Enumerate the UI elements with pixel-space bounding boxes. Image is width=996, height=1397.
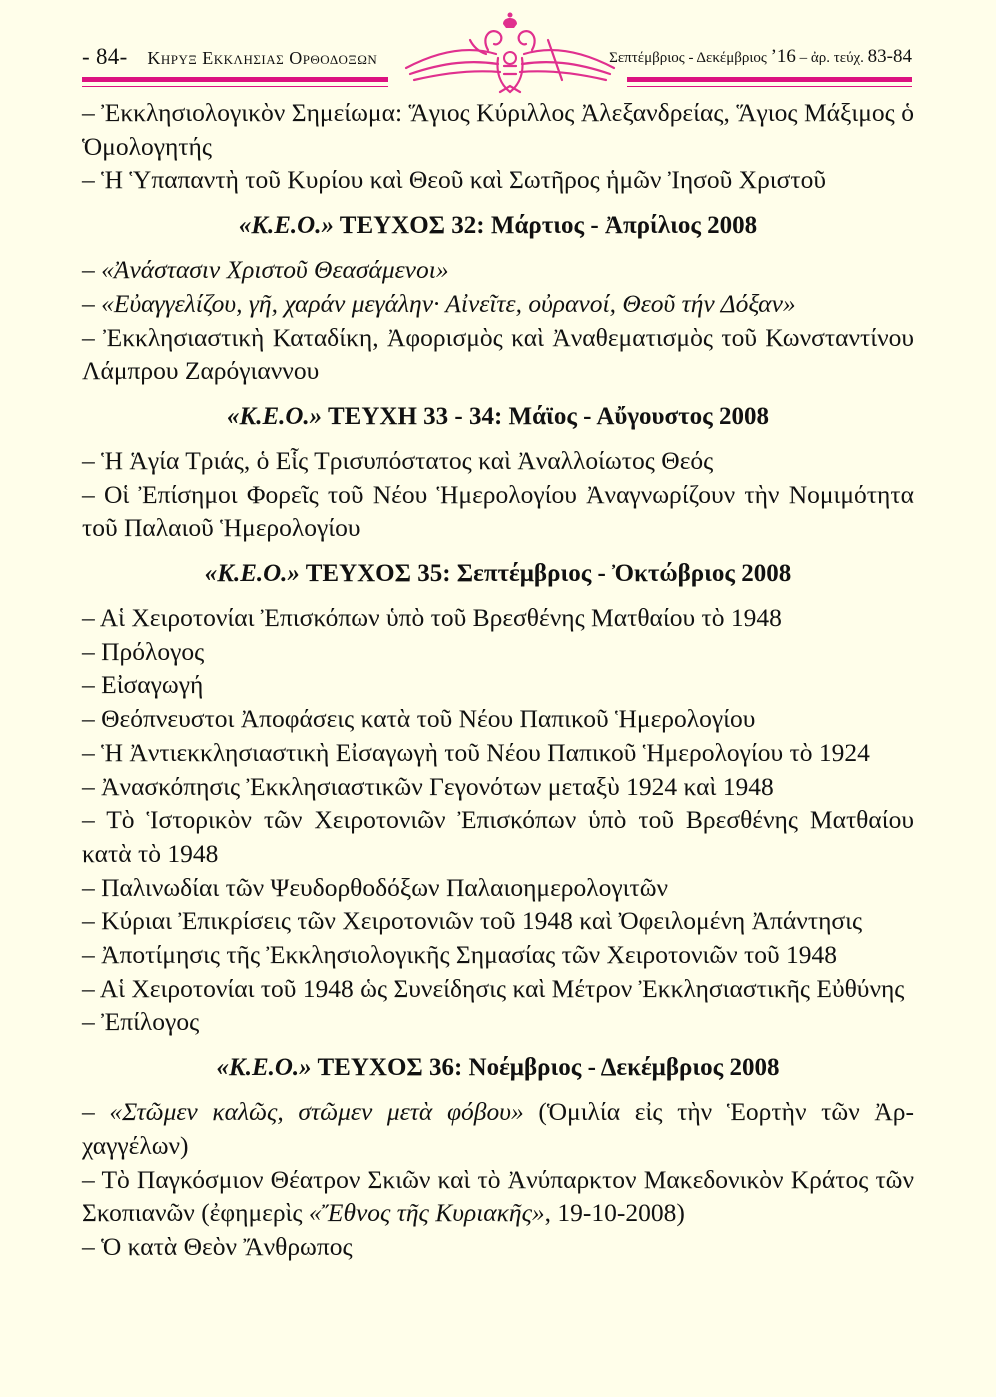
issue-months: Σεπτέμβριος - Δεκέμβριος [609,50,771,66]
section-heading [82,557,914,591]
keo-label: «Κ.Ε.Ο.» [238,212,334,240]
section-heading [82,1051,914,1085]
list-item: – Ἀνασκόπησις Ἐκκλησιαστικῶν Γεγονότων μεταξὺ 1924 καὶ 1948 [82,771,774,801]
list-item: – Παλινωδίαι τῶν Ψευδορθοδόξων Παλαιοημερολογιτῶν [82,872,669,902]
issue-year: ’16 [770,46,796,67]
keo-label: «Κ.Ε.Ο.» [227,402,323,430]
list-item: – Ὁ κατὰ Θεὸν Ἄνθρωπος [82,1231,353,1261]
issue-info [609,46,912,68]
list-item: – Ἐκκλησιαστικὴ Καταδίκη, Ἀφορισμὸς καὶ Ἀναθεματισμὸς τοῦ Κωνσταντίνου Λάμπρου Ζαρόγιαννου [82,322,914,386]
list-item: – Ἐπίλογος [82,1007,200,1037]
section-title: ΤΕΥΧΟΣ 36: Νοέμβριος - Δεκέμβριος 2008 [311,1054,780,1082]
header-left [82,44,377,70]
issue-numbers: 83-84 [867,46,912,67]
list-item: – «Στῶμεν καλῶς, στῶμεν μετὰ φόβου» (Ὁμιλία εἰς τὴν Ἑορτὴν τῶν Ἀρχαγγέλων) [82,1097,915,1160]
keo-label: «Κ.Ε.Ο.» [216,1054,312,1082]
issue-separator: – ἀρ. τεύχ. [795,50,868,66]
list-item: – Ἀποτίμησις τῆς Ἐκκλησιολογικῆς Σημασίας τῶν Χειροτονιῶν τοῦ 1948 [82,940,838,970]
issue-section-36 [82,1051,914,1264]
list-item: – Ἐκκλησιολογικὸν Σημείωμα: Ἅγιος Κύριλλος Ἀλεξανδρείας, Ἅγιος Μάξιμος ὁ Ὁμολογητής [82,98,914,161]
table-of-contents [82,96,914,1264]
list-item: – Τὸ Ἱστορικὸν τῶν Χειροτονιῶν Ἐπισκόπων ὑπὸ τοῦ Βρεσθένης Ματθαίου κατὰ τὸ 1948 [82,805,914,868]
issue-section-35 [82,557,914,1039]
issue-section-32 [82,209,914,388]
issue-section-33-34 [82,400,914,545]
list-item: – Οἱ Ἐπίσημοι Φορεῖς τοῦ Νέου Ἡμερολογίου Ἀναγνωρίζουν τὴν Νομιμότητα τοῦ Παλαιοῦ Ἡμερολογίου [82,479,914,543]
list-item: – Ἡ Ἁγία Τριάς, ὁ Εἷς Τρισυπόστατος καὶ Ἀναλλοίωτος Θεός [82,445,714,475]
list-item: – Θεόπνευστοι Ἀποφάσεις κατὰ τοῦ Νέου Παπικοῦ Ἡμερολογίου [82,704,756,734]
header-rule-thick-left [82,77,388,82]
list-item: – Αἱ Χειροτονίαι τοῦ 1948 ὡς Συνείδησις καὶ Μέτρον Ἐκκλησιαστικῆς Εὐθύνης [82,973,905,1003]
list-item: – Τὸ Παγκόσμιον Θέατρον Σκιῶν καὶ τὸ Ἀνύπαρκτον Μακεδονικὸν Κράτος τῶν Σκοπιανῶν (ἐφημερὶς «Ἔθνος τῆς Κυριακῆς», 19-10-2008) [82,1164,914,1228]
section-title: ΤΕΥΧΟΣ 32: Μάρτιος - Ἀπρίλιος 2008 [333,212,758,240]
list-item: – Κύριαι Ἐπικρίσεις τῶν Χειροτονιῶν τοῦ 1948 καὶ Ὀφειλομένη Ἀπάντησις [82,906,863,936]
keo-label: «Κ.Ε.Ο.» [204,560,300,588]
journal-title: Κηρυξ Εκκλησιασ Ορθοδοξων [147,48,378,68]
double-headed-eagle-icon [400,10,620,98]
page-number: - 84- [82,44,128,69]
list-item: – Εἰσαγωγή [82,670,204,700]
list-item: – Αἱ Χειροτονίαι Ἐπισκόπων ὑπὸ τοῦ Βρεσθένης Ματθαίου τὸ 1948 [82,603,782,633]
page-header [82,22,912,76]
header-rule-thin-right [627,86,912,87]
list-item: – Ἡ Ὑπαπαντὴ τοῦ Κυρίου καὶ Θεοῦ καὶ Σωτῆρος ἡμῶν Ἰησοῦ Χριστοῦ [82,165,827,195]
header-rule-thin-left [82,86,388,87]
section-heading [82,209,914,243]
list-item: – Ἡ Ἀντιεκκλησιαστικὴ Εἰσαγωγὴ τοῦ Νέου Παπικοῦ Ἡμερολογίου τὸ 1924 [82,737,870,767]
section-title: ΤΕΥΧΟΣ 35: Σεπτέμβριος - Ὀκτώβριος 2008 [299,560,792,588]
list-item: – «Ἀνάστασιν Χριστοῦ Θεασάμενοι» [82,255,449,285]
section-heading [82,400,914,434]
header-rule-thick-right [627,77,912,82]
list-item: – Πρόλογος [82,636,205,666]
list-item: – «Εὐαγγελίζου, γῆ, χαράν μεγάλην· Αἰνεῖτε, οὐρανοί, Θεοῦ τήν Δόξαν» [82,288,796,318]
section-title: ΤΕΥΧΗ 33 - 34: Μάϊος - Αὔγουστος 2008 [322,402,769,430]
